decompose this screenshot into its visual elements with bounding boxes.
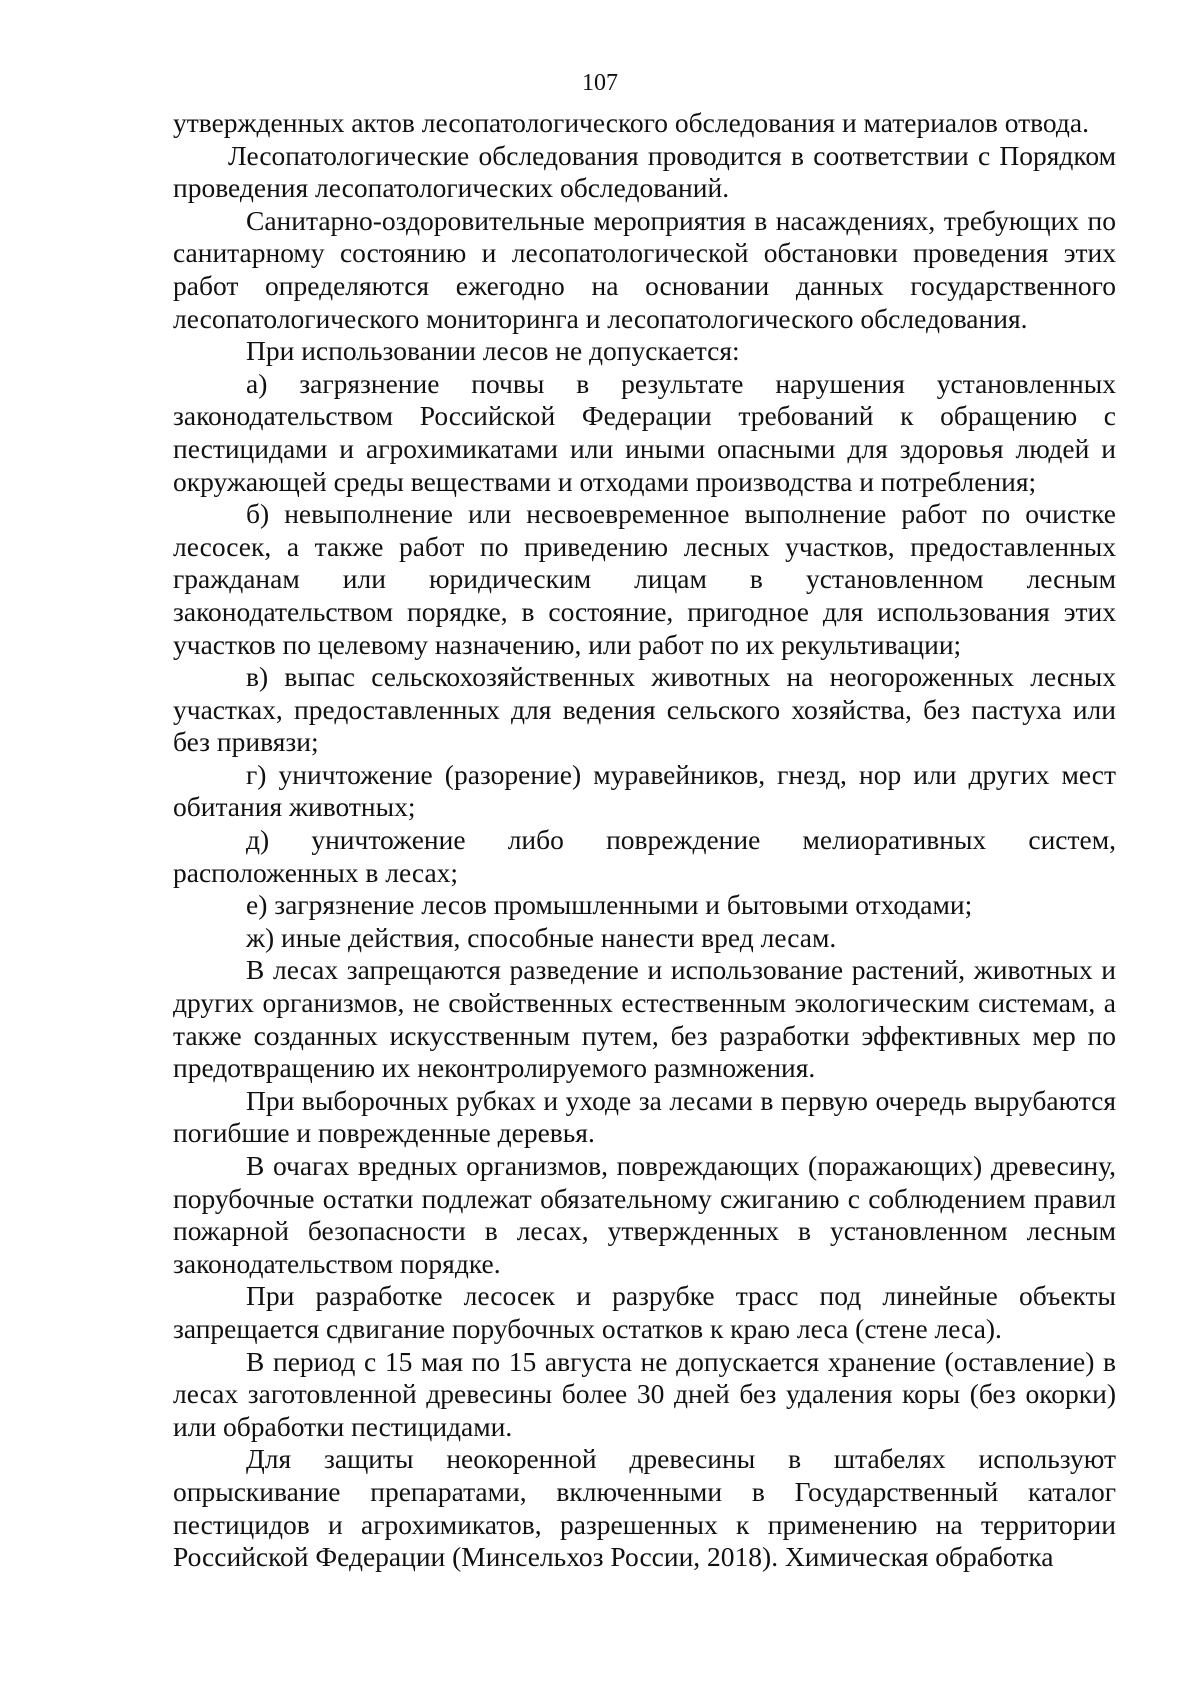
paragraph: При выборочных рубках и уходе за лесами в первую очередь вырубаются погибшие и поврежденные деревья. [173, 1084, 1116, 1149]
list-item: д) уничтожение либо повреждение мелиоративных систем, расположенных в лесах; [173, 824, 1116, 888]
document-body [173, 107, 1116, 1574]
paragraph: При разработке лесосек и разрубке трасс под линейные объекты запрещается сдвигание порубочных остатков к краю леса (стене леса). [173, 1280, 1116, 1344]
paragraph: В очагах вредных организмов, повреждающих (поражающих) древесину, порубочные остатки подлежат обязательному сжиганию с соблюдением правил пожарной безопасности в лесах, утвержденных в установленном лесным законодательством порядке. [173, 1150, 1116, 1279]
list-item: ж) иные действия, способные нанести вред лесам. [246, 921, 837, 953]
paragraph: Для защиты неокоренной древесины в штабелях используют опрыскивание препаратами, включенными в Государственный каталог пестицидов и агрохимикатов, разрешенных к применению на территории Российской Федерации (Минсельхоз России, 2018). Химическая обработка [173, 1443, 1116, 1573]
paragraph: Санитарно-оздоровительные мероприятия в насаждениях, требующих по санитарному состоянию и лесопатологической обстановки проведения этих работ определяются ежегодно на основании данных государственного лесопатологического мониторинга и лесопатологического обследования. [173, 204, 1116, 334]
list-item: в) выпас сельскохозяйственных животных на неогороженных лесных участках, предоставленных для ведения сельского хозяйства, без пастуха или без привязи; [173, 661, 1116, 758]
list-item: е) загрязнение лесов промышленными и бытовыми отходами; [246, 889, 973, 921]
list-item: г) уничтожение (разорение) муравейников, гнезд, нор или других мест обитания животных; [173, 758, 1116, 823]
list-item: а) загрязнение почвы в результате нарушения установленных законодательством Российской Федерации требований к обращению с пестицидами и агрохимикатами или иными опасными для здоровья людей и окружающей среды веществами и отходами производства и потребления; [173, 367, 1116, 497]
paragraph: При использовании лесов не допускается: [246, 335, 740, 367]
paragraph: В лесах запрещаются разведение и использование растений, животных и других организмов, не свойственных естественным экологическим системам, а также созданных искусственным путем, без разработки эффективных мер по предотвращению их неконтролируемого размножения. [173, 954, 1116, 1084]
page-number: 107 [582, 70, 618, 96]
paragraph: Лесопатологические обследования проводится в соответствии с Порядком проведения лесопатологических обследований. [173, 139, 1116, 204]
paragraph: утвержденных актов лесопатологического обследования и материалов отвода. [173, 107, 1089, 138]
list-item: б) невыполнение или несвоевременное выполнение работ по очистке лесосек, а также работ по приведению лесных участков, предоставленных гражданам или юридическим лицам в установленном лесным законодательством порядке, в состояние, пригодное для использования этих участков по целевому назначению, или работ по их рекультивации; [173, 498, 1116, 660]
paragraph: В период с 15 мая по 15 августа не допускается хранение (оставление) в лесах заготовленной древесины более 30 дней без удаления коры (без окорки) или обработки пестицидами. [173, 1345, 1116, 1442]
